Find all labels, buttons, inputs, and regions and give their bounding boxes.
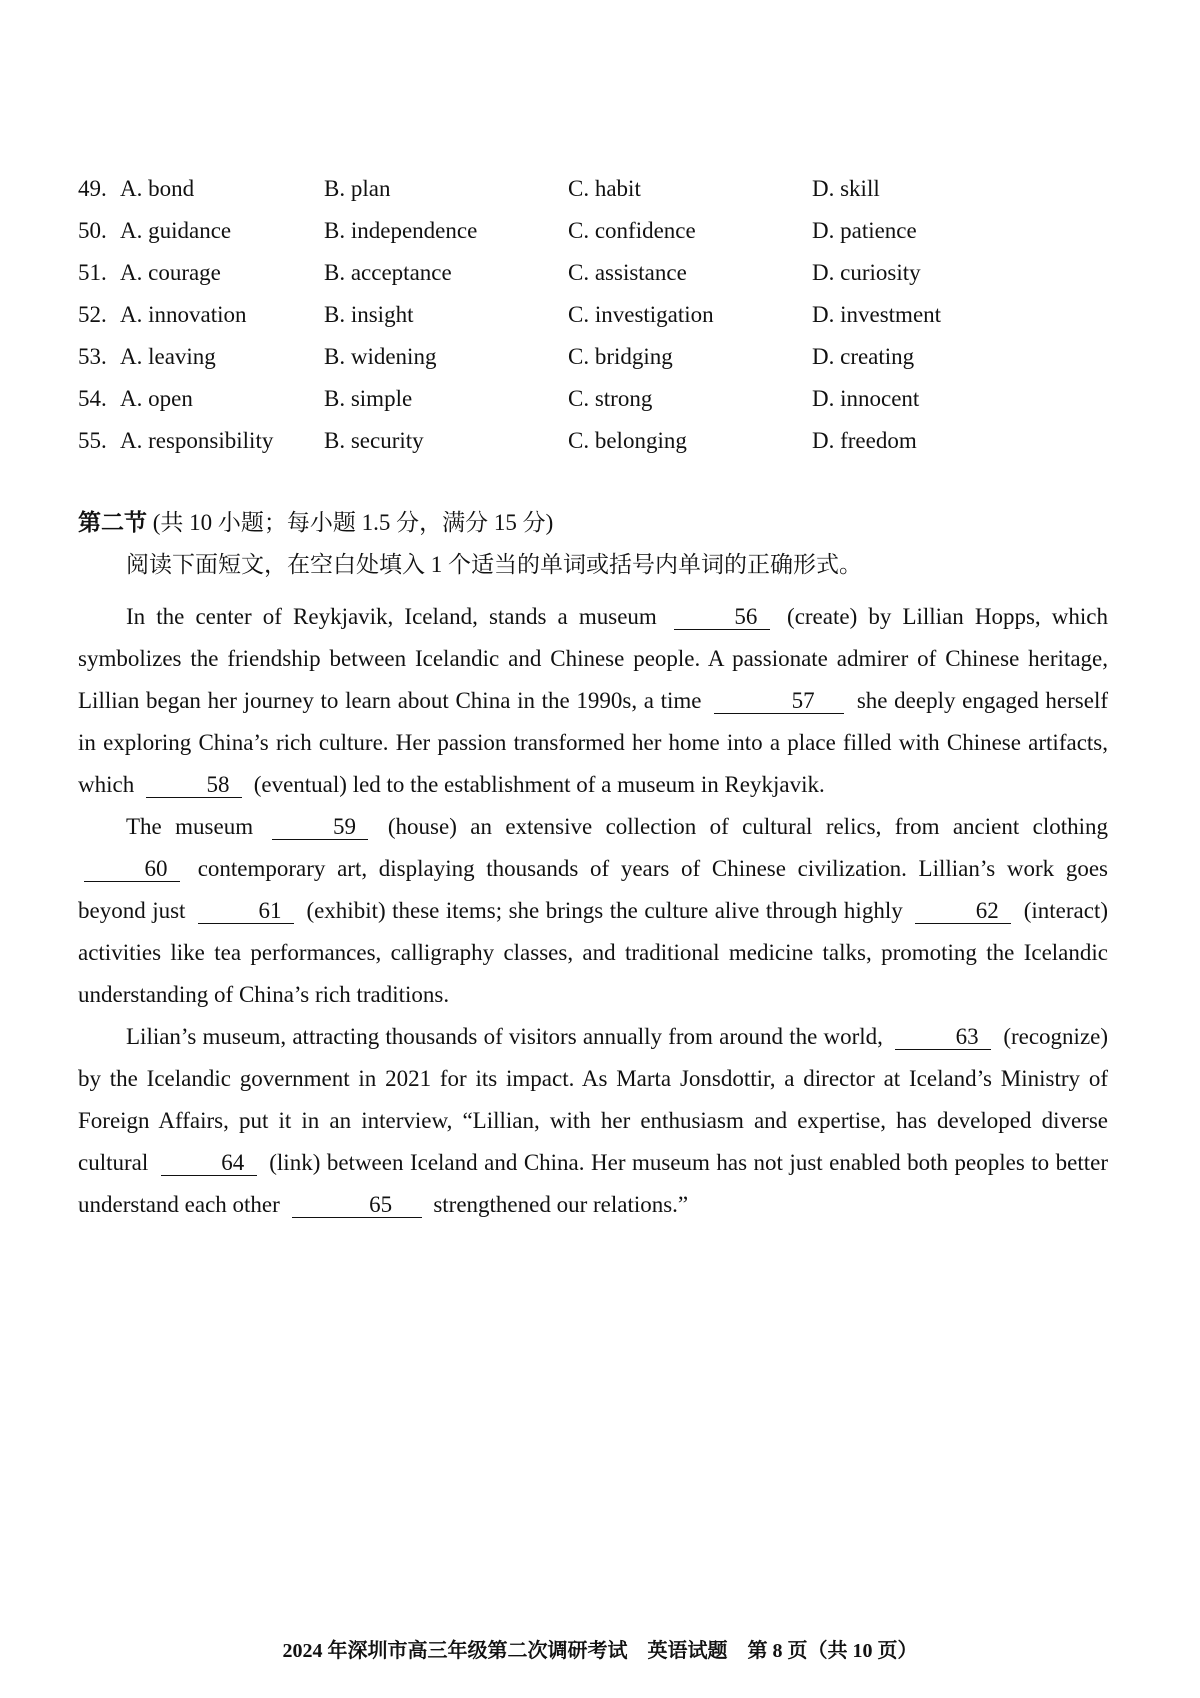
passage-text: contemporary art, displaying thousands of years of Chinese civilization. Lillian’s work goes beyond just xyxy=(78,856,1109,923)
question-number: 52. xyxy=(78,302,107,327)
option-d: D. patience xyxy=(812,218,917,243)
passage-text: strengthened our relations.” xyxy=(433,1192,689,1217)
section-title: 第二节 xyxy=(78,510,147,535)
question-number: 49. xyxy=(78,176,107,201)
option-a: A. leaving xyxy=(120,344,216,369)
option-row-50 xyxy=(78,210,1118,252)
option-row-54 xyxy=(78,378,1118,420)
section-info: (共 10 小题；每小题 1.5 分，满分 15 分) xyxy=(152,510,554,535)
blank-58: 58 xyxy=(146,773,242,798)
option-row-55 xyxy=(78,420,1118,462)
option-c: C. belonging xyxy=(568,428,687,453)
option-a: A. innovation xyxy=(120,302,247,327)
question-number: 55. xyxy=(78,428,107,453)
page-footer: 2024 年深圳市高三年级第二次调研考试 英语试题 第 8 页（共 10 页） xyxy=(282,1640,918,1662)
question-number: 53. xyxy=(78,344,107,369)
options-table xyxy=(78,168,1118,462)
option-row-53 xyxy=(78,336,1118,378)
option-b: B. independence xyxy=(324,218,478,243)
option-a: A. guidance xyxy=(120,218,232,243)
option-d: D. freedom xyxy=(812,428,917,453)
option-row-49 xyxy=(78,168,1118,210)
option-c: C. assistance xyxy=(568,260,687,285)
paragraph-2 xyxy=(78,806,1108,1016)
passage-text: (recognize) by the Icelandic government in 2021 for its impact. As Marta Jonsdottir, a director at Iceland’s Ministry of Foreign Affairs, put it in an interview, “Lillian, with her enthusiasm and expertise, has developed diverse cultural xyxy=(78,1024,1109,1175)
paragraph-3 xyxy=(78,1016,1108,1226)
option-d: D. skill xyxy=(812,176,880,201)
question-number: 51. xyxy=(78,260,107,285)
option-c: C. confidence xyxy=(568,218,696,243)
passage-text: she deeply engaged herself in exploring China’s rich culture. Her passion transformed her home into a place filled with Chinese artifacts, which xyxy=(78,688,1109,797)
blank-60: 60 xyxy=(84,857,180,882)
option-b: B. widening xyxy=(324,344,437,369)
option-b: B. plan xyxy=(324,176,391,201)
option-a: A. bond xyxy=(120,176,195,201)
passage-text: The museum xyxy=(126,814,254,839)
option-row-51 xyxy=(78,252,1118,294)
option-b: B. simple xyxy=(324,386,413,411)
paragraph-1 xyxy=(78,596,1108,806)
passage-text: (interact) activities like tea performances, calligraphy classes, and traditional medicine talks, promoting the Icelandic understanding of China’s rich traditions. xyxy=(78,898,1108,1007)
blank-59: 59 xyxy=(272,815,368,840)
section-header xyxy=(78,506,553,540)
passage-text: (exhibit) these items; she brings the culture alive through highly xyxy=(306,898,903,923)
option-a: A. open xyxy=(120,386,193,411)
option-d: D. investment xyxy=(812,302,942,327)
option-b: B. security xyxy=(324,428,424,453)
blank-56: 56 xyxy=(674,605,770,630)
blank-62: 62 xyxy=(915,899,1011,924)
passage-text: (house) an extensive collection of cultural relics, from ancient clothing xyxy=(387,814,1109,839)
passage-text: Lilian’s museum, attracting thousands of visitors annually from around the world, xyxy=(126,1024,883,1049)
blank-64: 64 xyxy=(161,1151,257,1176)
question-number: 50. xyxy=(78,218,107,243)
option-d: D. creating xyxy=(812,344,915,369)
question-number: 54. xyxy=(78,386,107,411)
option-b: B. acceptance xyxy=(324,260,452,285)
option-a: A. responsibility xyxy=(120,428,274,453)
passage-text: (eventual) led to the establishment of a museum in Reykjavik. xyxy=(253,772,825,797)
option-row-52 xyxy=(78,294,1118,336)
passage-text: (create) by Lillian Hopps, which symbolizes the friendship between Icelandic and Chinese people. A passionate admirer of Chinese heritage, Lillian began her journey to learn about China in the 1990s, a time xyxy=(78,604,1108,713)
option-d: D. innocent xyxy=(812,386,920,411)
blank-65: 65 xyxy=(292,1193,422,1218)
option-c: C. strong xyxy=(568,386,653,411)
blank-57: 57 xyxy=(714,689,844,714)
passage-text: In the center of Reykjavik, Iceland, stands a museum xyxy=(126,604,657,629)
option-c: C. bridging xyxy=(568,344,673,369)
option-a: A. courage xyxy=(120,260,221,285)
option-b: B. insight xyxy=(324,302,414,327)
option-c: C. investigation xyxy=(568,302,714,327)
option-c: C. habit xyxy=(568,176,641,201)
blank-61: 61 xyxy=(198,899,294,924)
section-instruction: 阅读下面短文，在空白处填入 1 个适当的单词或括号内单词的正确形式。 xyxy=(126,552,862,577)
passage xyxy=(78,596,1108,1226)
passage-text: (link) between Iceland and China. Her museum has not just enabled both peoples to better understand each other xyxy=(78,1150,1109,1217)
option-d: D. curiosity xyxy=(812,260,921,285)
blank-63: 63 xyxy=(895,1025,991,1050)
